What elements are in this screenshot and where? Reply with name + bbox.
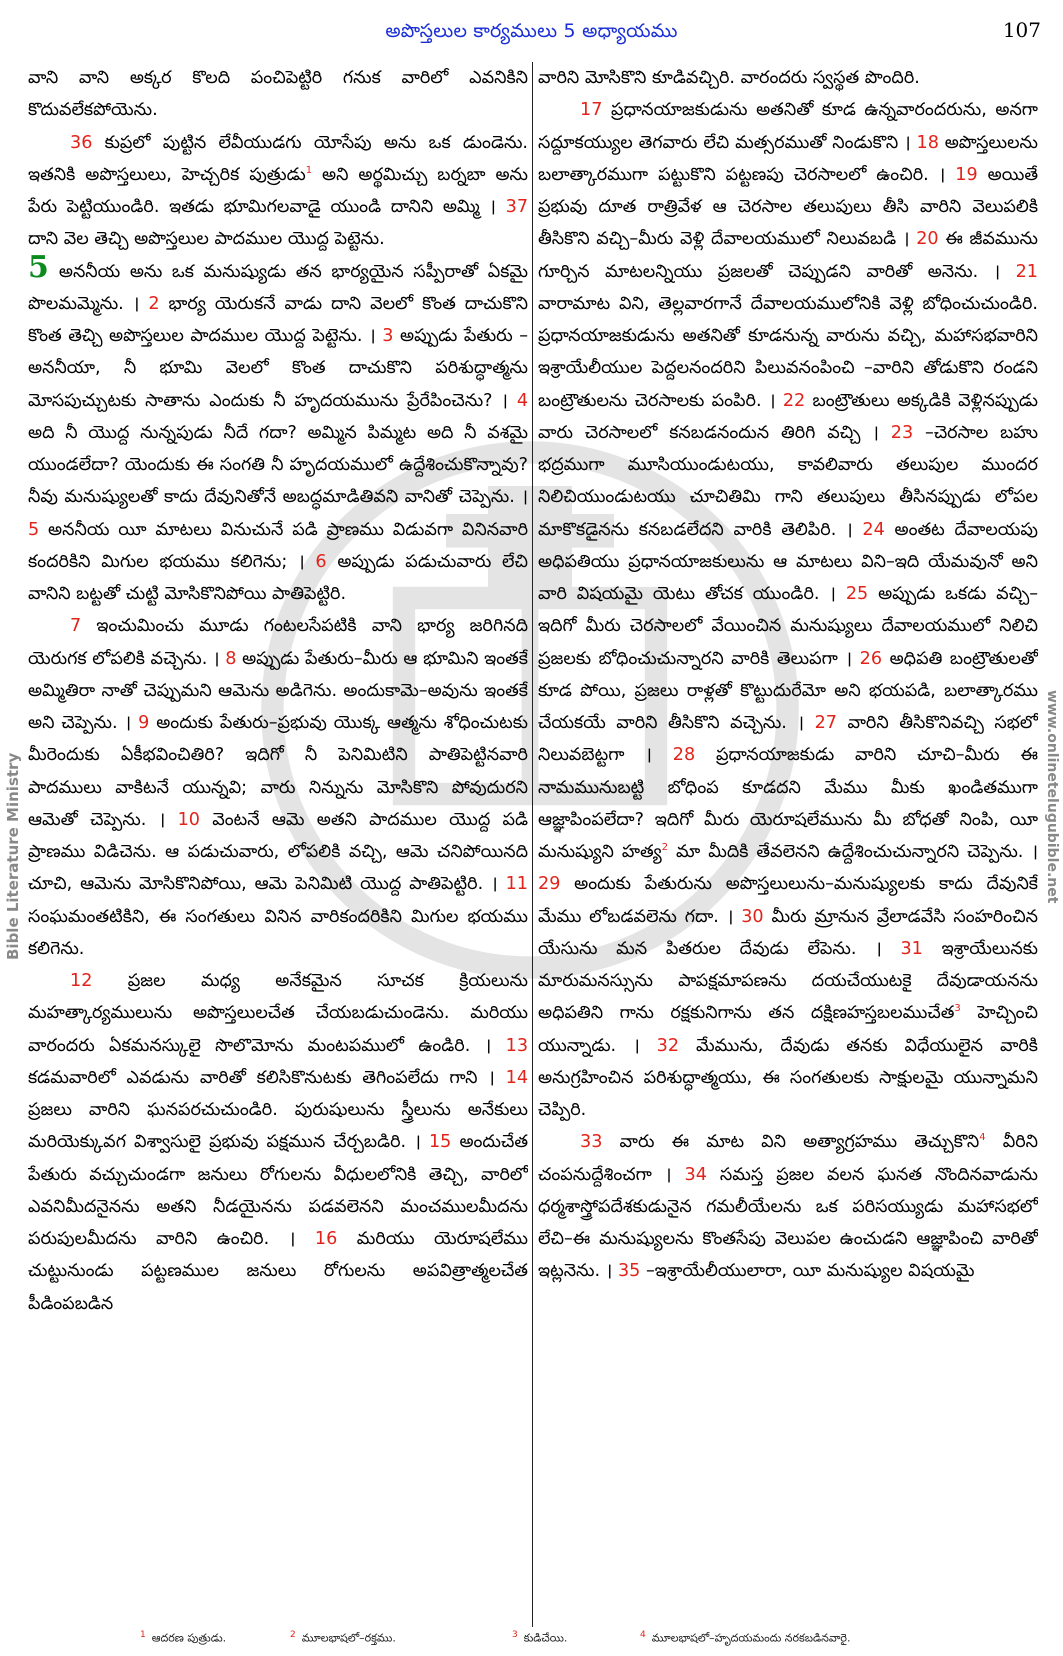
verse-number: 3 bbox=[382, 326, 394, 346]
footnote-marker: 1 bbox=[305, 164, 313, 176]
verse-text: వారు ఈ మాట విని అత్యాగ్రహము తెచ్చుకొని bbox=[619, 1132, 980, 1153]
verse-text: బంట్రౌతులు అక్కడికి వెళ్లినప్పుడు వారు చెరసాలలో కనబడనందున తిరిగి వచ్చి । bbox=[538, 390, 1038, 443]
verse-text: అంతట దేవాలయపు అధిపతియు ప్రధానయాజకులును ఆ మాటలు విని–ఇది యేమవునో అని వారి విషయమై యెటు తోచక యుండిరి. । bbox=[538, 519, 1038, 604]
verse-number: 33 bbox=[580, 1132, 603, 1153]
footnote bbox=[290, 1630, 396, 1648]
page-number: 107 bbox=[1002, 18, 1041, 42]
verse-number: 26 bbox=[859, 648, 883, 669]
verse-text: అపొస్తలులను బలాత్కారముగా పట్టుకొని పట్టణపు చెరసాలలో ఉంచిరి. । bbox=[538, 132, 1038, 185]
verse-text: అప్పుడు పేతురు–మీరు ఆ భూమిని ఇంతకే అమ్మితిరా నాతో చెప్పుమని ఆమెను అడిగెను. అందుకామె–అవును ఇంతకే అని చెప్పెను. । bbox=[28, 648, 528, 733]
verse-text: సంఘమంతటికిని, ఈ సంగతులు వినిన వారికందరికిని మిగుల భయము కలిగెను. bbox=[28, 906, 528, 959]
verse-text: సమస్త ప్రజల వలన ఘనత నొందినవాడును ధర్మశాస్త్రోపదేశకుడునైన గమలీయేలను ఒక పరిసయ్యుడు మహాసభలో లేచి–ఈ మనుష్యులను కొంతసేపు వెలుపల ఉంచుడని ఆజ్ఞాపించి వారితో ఇట్లనెను. । bbox=[538, 1164, 1038, 1282]
verse-text: ప్రజలు వారిని ఘనపరచుచుండిరి. పురుషులును స్త్రీలును అనేకులు మరియెక్కువగ విశ్వాసులై ప్రభువు పక్షమున చేర్చబడిరి. । bbox=[28, 1100, 528, 1153]
verse-number: 23 bbox=[890, 422, 914, 443]
verse-text: కడమవారిలో ఎవడును వారితో కలిసికొనుటకు తెగింపలేదు గాని । bbox=[28, 1067, 495, 1088]
verse-text: మా మీదికి తేవలెనని ఉద్దేశించుచున్నారని చెప్పెను. । bbox=[676, 842, 1038, 862]
verse-number: 18 bbox=[916, 132, 939, 153]
paragraph bbox=[28, 127, 528, 256]
verse-number: 7 bbox=[70, 616, 82, 637]
verse-text: అప్పుడు ఒకడు వచ్చి–ఇదిగో మీరు చెరసాలలో వేయించిన మనుష్యులు దేవాలయములో నిలిచి ప్రజలకు బోధించుచున్నారని వారికి తెలుపగా । bbox=[538, 584, 1038, 669]
verse-number: 5 bbox=[28, 519, 40, 540]
verse-text: అప్పుడు పడుచువారు లేచి వానిని బట్టతో చుట్టి మోసికొనిపోయి పాతిపెట్టిరి. bbox=[28, 551, 528, 604]
verse-text: వీరిని చంపనుద్దేశించగా । bbox=[538, 1132, 1038, 1185]
verse-number: 9 bbox=[138, 713, 150, 733]
verse-text: అందుచేత పేతురు వచ్చుచుండగా జనులు రోగులను వీధులలోనికి తెచ్చి, వారిలో ఎవనిమీదనైనను అతని నీడయైనను పడవలెనని మంచములమీదను పరుపులమీదను వారిని ఉంచిరి. । bbox=[28, 1132, 528, 1249]
paragraph bbox=[28, 610, 528, 965]
right-column bbox=[538, 62, 1038, 1627]
verse-text: అందుకు పేతురు–ప్రభువు యొక్క ఆత్మను శోధించుటకు మీరెందుకు ఏకీభవించితిరి? ఇదిగో నీ పెనిమిటిని పాతిపెట్టినవారి పాదములు వాకిటనే యున్నవి; వారు నిన్నును మోసికొని పోవుదురని ఆమెతో చెప్పెను. । bbox=[28, 713, 528, 830]
verse-number: 35 bbox=[617, 1261, 641, 1282]
chapter-number: 5 bbox=[28, 249, 49, 285]
verse-number: 2 bbox=[148, 293, 160, 314]
verse-text: అధిపతి బంట్రౌతులతో కూడ పోయి, ప్రజలు రాళ్లతో కొట్టుదురేమో అని భయపడి, బలాత్కారము చేయకయే వారిని తీసికొని వచ్చెను. । bbox=[538, 648, 1038, 733]
footnote bbox=[140, 1630, 226, 1648]
ministry-name: Bible Literature Ministry bbox=[4, 752, 22, 960]
verse-number: 24 bbox=[862, 519, 885, 540]
verse-text: భార్య యెరుకనే వాడు దాని వెలలో కొంత దాచుకొని కొంత తెచ్చి అపొస్తలుల పాదముల యొద్ద పెట్టెను. । bbox=[28, 293, 528, 346]
website-url: www.onlinetelugubible.net bbox=[1044, 690, 1060, 904]
verse-text: ఇంచుమించు మూడు గంటలసేపటికి వాని భార్య జరిగినది యెరుగక లోపలికి వచ్చెను. । bbox=[28, 616, 528, 669]
verse-text: ప్రజల మధ్య అనేకమైన సూచక క్రియలును మహత్కార్యములును అపొస్తలులచేత చేయబడుచుండెను. మరియు వారందరు ఏకమనస్కులై సొలొమోను మంటపములో ఉండిరి. । bbox=[28, 971, 528, 1056]
verse-number: 32 bbox=[656, 1035, 680, 1056]
verse-text: వారిని తీసికొనివచ్చి సభలో నిలువబెట్టగా । bbox=[538, 713, 1038, 766]
verse-number: 19 bbox=[955, 164, 978, 185]
verse-text: –ఇశ్రాయేలీయులారా, యీ మనుష్యుల విషయమై bbox=[645, 1261, 975, 1282]
verse-text: మీరు మ్రానున వ్రేలాడవేసి సంహరించిన యేసును మన పితరుల దేవుడు లేపెను. । bbox=[538, 906, 1038, 959]
paragraph bbox=[538, 94, 1038, 1126]
footnote bbox=[640, 1630, 850, 1648]
verse-number: 29 bbox=[538, 874, 561, 895]
verse-text: ఇశ్రాయేలునకు మారుమనస్సును పాపక్షమాపణను దయచేయుటకై దేవుడాయనను అధిపతిని గాను రక్షకునిగాను తన దక్షిణహస్తబలముచేత bbox=[538, 938, 1038, 1024]
verse-number: 12 bbox=[70, 971, 93, 991]
verse-text: అననీయ అను ఒక మనుష్యుడు తన భార్యయైన సప్పీరాతో ఏకమై పొలమమ్మెను. । bbox=[28, 261, 528, 314]
verse-text: కుప్రలో పుట్టిన లేవీయుడగు యోసేపు అను ఒక డుండెను. ఇతనికి అపొస్తలులు, హెచ్చరిక పుత్రుడు bbox=[28, 132, 528, 185]
verse-number: 31 bbox=[900, 938, 923, 959]
footnote-text: మూలభాషలో–హృదయమందు నరకబడినవారై. bbox=[651, 1631, 851, 1645]
verse-number: 22 bbox=[782, 390, 806, 411]
verse-number: 34 bbox=[684, 1164, 707, 1185]
verse-number: 16 bbox=[314, 1229, 338, 1249]
verse-text: అందుకు పేతురును అపొస్తలులును–మనుష్యులకు కాదు దేవునికే మేము లోబడవలెను గదా. । bbox=[538, 874, 1038, 927]
side-text-left bbox=[2, 680, 24, 980]
verse-text: వెంటనే ఆమె అతని పాదముల యొద్ద పడి ప్రాణము విడిచెను. ఆ పడుచువారు, లోపలికి వచ్చి, ఆమె చనిపోయినది చూచి, ఆమెను మోసికొనిపోయి, ఆమె పెనిమిటి యొద్ద పాతిపెట్టిరి. । bbox=[28, 809, 528, 895]
verse-number: 28 bbox=[672, 745, 696, 766]
verse-number: 21 bbox=[1015, 261, 1038, 282]
footnote-marker: 3 bbox=[954, 1003, 961, 1015]
verse-number: 6 bbox=[315, 551, 327, 572]
verse-number: 17 bbox=[580, 100, 603, 121]
footnotes bbox=[0, 1630, 1063, 1652]
verse-text: వాని వాని అక్కర కొలది పంచిపెట్టిరి గనుక వారిలో ఎవనికిని కొదువలేకపోయెను. bbox=[28, 68, 528, 121]
paragraph bbox=[28, 965, 528, 1320]
verse-text: ప్రధానయాజకుడు వారిని చూచి–మీరు ఈ నామమునుబట్టి బోధింప కూడదని మేము మీకు ఖండితముగా ఆజ్ఞాపింపలేదా? ఇదిగో మీరు యెరూషలేమును మీ బోధతో నింపి, యీ మనుష్యుని హత్య bbox=[538, 745, 1038, 862]
verse-text: ప్రధానయాజకుడును అతనితో కూడ ఉన్నవారందరును, అనగా సద్దూకయ్యుల తెగవారు లేచి మత్సరముతో నిండుకొని । bbox=[538, 100, 1038, 153]
verse-number: 30 bbox=[741, 906, 764, 927]
left-column bbox=[28, 62, 528, 1627]
paragraph bbox=[538, 1126, 1038, 1287]
verse-number: 10 bbox=[177, 809, 200, 830]
footnote-number: 4 bbox=[640, 1630, 646, 1640]
side-text-right bbox=[1042, 680, 1062, 980]
verse-number: 4 bbox=[516, 390, 528, 411]
verse-text: అది నీ యొద్ద నున్నపుడు నీదే గదా? అమ్మిన పిమ్మట అది నీ వశమై యుండలేదా? యెందుకు ఈ సంగతి నీ హృదయములో ఉద్దేశించుకొన్నావు? నీవు మనుష్యులతో కాదు దేవునితోనే అబద్ధమాడితివని వానితో చెప్పెను. । bbox=[28, 422, 528, 508]
verse-text: వారిని మోసికొని కూడివచ్చిరి. వారందరు స్వస్థత పొందిరి. bbox=[538, 68, 920, 88]
footnote-number: 1 bbox=[140, 1630, 146, 1640]
verse-text: హెచ్చించి యున్నాడు. । bbox=[538, 1003, 1038, 1056]
verse-number: 11 bbox=[505, 874, 528, 895]
verse-number: 25 bbox=[845, 584, 869, 604]
verse-text: అని అర్థమిచ్చు బర్నబా అను పేరు పెట్టియుండిరి. ఇతడు భూమిగలవాడై యుండి దానిని అమ్మి । bbox=[28, 164, 528, 217]
footnote-marker: 4 bbox=[979, 1132, 986, 1144]
verse-number: 8 bbox=[225, 648, 237, 669]
column-divider bbox=[532, 62, 533, 1627]
paragraph bbox=[538, 62, 1038, 94]
footnote bbox=[512, 1630, 567, 1648]
verse-number: 13 bbox=[505, 1035, 528, 1056]
paragraph bbox=[28, 249, 528, 611]
verse-text: ఈ జీవమును గూర్చిన మాటలన్నియు ప్రజలతో చెప్పుడని వారితో అనెను. । bbox=[538, 229, 1038, 282]
verse-text: –చెరసాల బహు భద్రముగా మూసియుండుటయు, కావలివారు తలుపుల ముందర నిలిచియుండుటయు చూచితిమి గాని తలుపులు తీసినప్పుడు లోపల మాకొకడైనను కనబడలేదని వారికి తెలిపిరి. । bbox=[538, 422, 1038, 540]
verse-number: 27 bbox=[814, 713, 837, 733]
verse-number: 37 bbox=[505, 197, 528, 217]
verse-number: 14 bbox=[505, 1067, 528, 1088]
footnote-text: కుడిచేయి. bbox=[523, 1631, 568, 1645]
footnote-text: ఆదరణ పుత్రుడు. bbox=[151, 1631, 227, 1645]
paragraph bbox=[28, 62, 528, 127]
verse-text: అయితే ప్రభువు దూత రాత్రివేళ ఆ చెరసాల తలుపులు తీసి వారిని వెలుపలికి తీసికొని వచ్చి–మీరు వెళ్లి దేవాలయములో నిలువబడి । bbox=[538, 164, 1038, 250]
verse-text: అననీయ యీ మాటలు వినుచునే పడి ప్రాణము విడువగా వినినవారి కందరికిని మిగుల భయము కలిగెను; । bbox=[28, 519, 528, 572]
verse-text: వారామాట విని, తెల్లవారగానే దేవాలయములోనికి వెళ్లి బోధించుచుండిరి. ప్రధానయాజకుడును అతనితో కూడనున్న వారును వచ్చి, మహాసభవారిని ఇశ్రాయేలీయుల పెద్దలనందరిని పిలువనంపించి –వారిని తోడుకొని రండని బంట్రౌతులను చెరసాలకు పంపిరి. । bbox=[538, 293, 1038, 411]
verse-number: 36 bbox=[70, 132, 93, 153]
footnote-marker: 2 bbox=[661, 842, 669, 854]
verse-text: మేమును, దేవుడు తనకు విధేయులైన వారికి అనుగ్రహించిన పరిశుద్ధాత్మయు, ఈ సంగతులకు సాక్షులమై యున్నామని చెప్పిరి. bbox=[538, 1035, 1038, 1120]
verse-text: అప్పుడు పేతురు –అననీయా, నీ భూమి వెలలో కొంత దాచుకొని పరిశుద్ధాత్మను మోసపుచ్చుటకు సాతాను ఎందుకు నీ హృదయమును ప్రేరేపించెను? । bbox=[28, 326, 528, 411]
footnote-number: 2 bbox=[290, 1630, 296, 1640]
page-header bbox=[0, 0, 1063, 52]
verse-number: 15 bbox=[428, 1132, 452, 1153]
footnote-text: మూలభాషలో–రక్తము. bbox=[301, 1631, 396, 1645]
footnote-number: 3 bbox=[512, 1630, 518, 1640]
verse-number: 20 bbox=[916, 229, 939, 250]
running-title: అపొస్తలుల కార్యములు 5 అధ్యాయము bbox=[385, 20, 678, 42]
verse-text: దాని వెల తెచ్చి అపొస్తలుల పాదముల యొద్ద పెట్టెను. bbox=[28, 229, 385, 250]
verse-text: మరియు యెరూషలేము చుట్టునుండు పట్టణముల జనులు రోగులను అపవిత్రాత్మలచేత పీడింపబడిన bbox=[28, 1229, 528, 1314]
